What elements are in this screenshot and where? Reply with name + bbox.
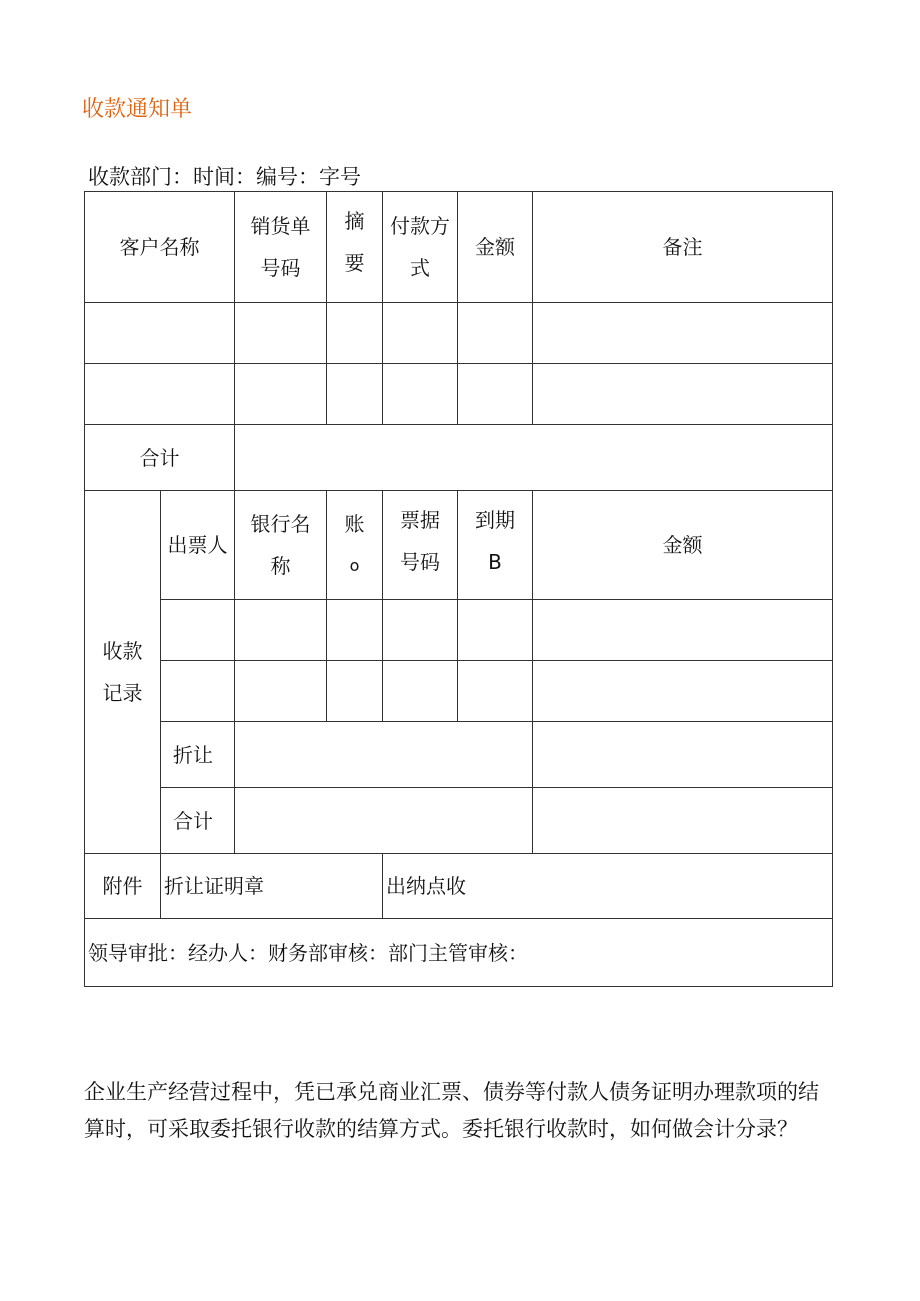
header-pay-method-l2: 式	[410, 256, 430, 280]
record-row1-account	[326, 599, 383, 661]
approval-row	[84, 918, 833, 987]
cashier-check-cell	[382, 853, 833, 919]
header-summary-l2: 要	[344, 251, 365, 275]
row2-customer-cell	[84, 363, 235, 425]
header-customer-name	[84, 191, 235, 303]
approval-line-text: 领导审批：经办人：财务部审核：部门主管审核：	[88, 940, 528, 965]
header-remark	[532, 191, 833, 303]
row1-pay-method-cell	[382, 302, 458, 364]
row1-remark-cell	[532, 302, 833, 364]
record-row2-bill-no	[382, 660, 458, 722]
row2-pay-method-cell	[382, 363, 458, 425]
record-header-bill-no	[382, 490, 458, 600]
header-pay-method-l1: 付款方	[390, 214, 450, 238]
row1-customer-cell	[84, 302, 235, 364]
attachment-label	[84, 853, 161, 919]
header-sales-no	[234, 191, 327, 303]
record-header-bank-l2: 称	[270, 554, 291, 578]
record-label-l1: 收款	[102, 639, 143, 663]
total-label-text: 合计	[139, 445, 180, 470]
row1-amount-cell	[457, 302, 533, 364]
record-header-due-l1: 到期	[475, 508, 515, 532]
document-title: 收款通知单	[82, 97, 193, 122]
header-sales-no-l2: 号码	[260, 256, 301, 280]
row1-summary-cell	[326, 302, 383, 364]
record-label-l2: 记录	[102, 681, 143, 705]
record-header-due-l2: B	[488, 550, 502, 574]
record-row1-amount	[532, 599, 833, 661]
total-value-cell	[234, 424, 833, 491]
record-header-amount-text: 金额	[662, 533, 703, 557]
record-row1-bill-no	[382, 599, 458, 661]
question-paragraph: 企业生产经营过程中，凭已承兑商业汇票、债券等付款人债务证明办理款项的结算时，可采取委托银行收款的结算方式。委托银行收款时，如何做会计分录？	[84, 1080, 819, 1141]
record-row1-bank	[234, 599, 327, 661]
record-header-drawer	[160, 490, 235, 600]
header-summary	[326, 191, 383, 303]
total-label	[84, 424, 235, 491]
record-row2-drawer	[160, 660, 235, 722]
header-remark-text: 备注	[662, 235, 703, 259]
record-header-account	[326, 490, 383, 600]
record-header-drawer-text: 出票人	[167, 533, 228, 557]
record-total-label-text: 合计	[173, 808, 213, 833]
row2-remark-cell	[532, 363, 833, 425]
cashier-check-text: 出纳点收	[386, 874, 466, 898]
record-header-amount	[532, 490, 833, 600]
header-summary-l1: 摘	[344, 209, 365, 233]
record-row2-due	[457, 660, 533, 722]
record-row2-account	[326, 660, 383, 722]
discount-value-cell	[234, 721, 533, 788]
record-label	[84, 490, 161, 854]
record-header-bank	[234, 490, 327, 600]
row1-sales-no-cell	[234, 302, 327, 364]
record-row1-due	[457, 599, 533, 661]
record-header-account-l1: 账	[344, 512, 365, 536]
record-header-bill-no-l2: 号码	[400, 550, 440, 574]
header-pay-method	[382, 191, 458, 303]
record-total-amount-cell	[532, 787, 833, 854]
record-header-due	[457, 490, 533, 600]
row2-summary-cell	[326, 363, 383, 425]
discount-proof-cell	[160, 853, 383, 919]
record-row2-bank	[234, 660, 327, 722]
sub-header: 收款部门：时间：编号：字号	[88, 165, 361, 189]
header-sales-no-l1: 销货单	[250, 214, 311, 238]
record-header-account-l2: o	[349, 556, 360, 575]
discount-proof-text: 折让证明章	[164, 874, 264, 898]
row2-sales-no-cell	[234, 363, 327, 425]
attachment-label-text: 附件	[102, 874, 143, 898]
record-row2-amount	[532, 660, 833, 722]
record-row1-drawer	[160, 599, 235, 661]
discount-label	[160, 721, 235, 788]
record-total-label	[160, 787, 235, 854]
record-header-bank-l1: 银行名	[250, 512, 311, 536]
record-total-value-cell	[234, 787, 533, 854]
header-customer-name-text: 客户名称	[119, 235, 200, 259]
discount-label-text: 折让	[173, 742, 213, 767]
record-header-bill-no-l1: 票据	[400, 508, 440, 532]
header-amount	[457, 191, 533, 303]
discount-amount-cell	[532, 721, 833, 788]
row2-amount-cell	[457, 363, 533, 425]
header-amount-text: 金额	[475, 235, 515, 259]
